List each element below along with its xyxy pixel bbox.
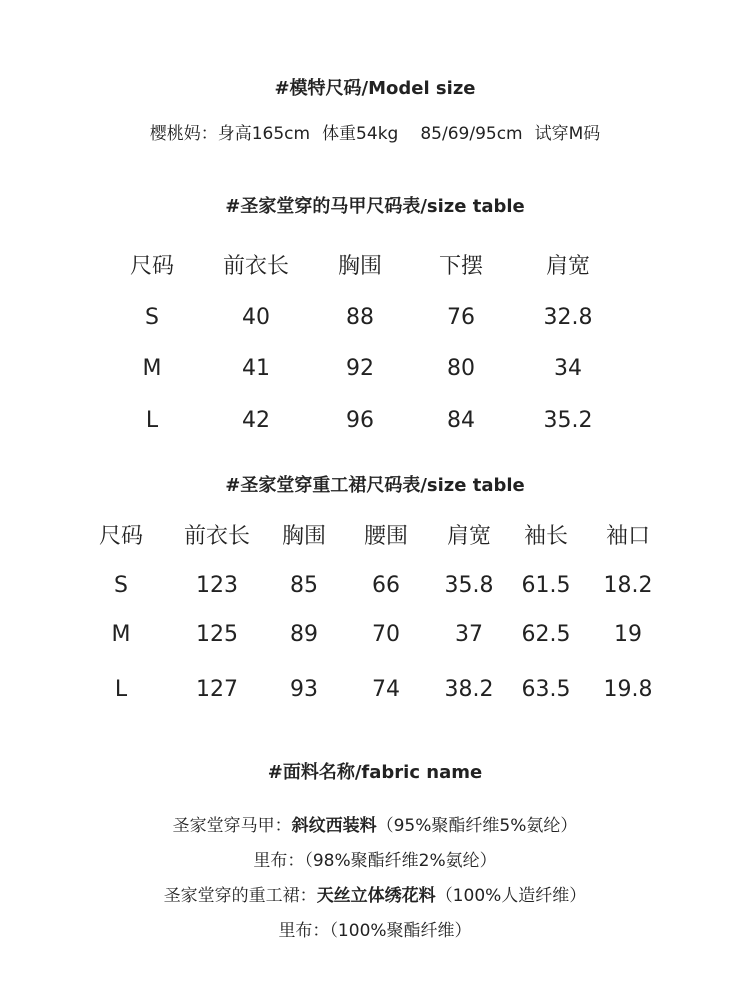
table-cell: 80 <box>447 356 475 381</box>
table-header-cell: 袖长 <box>523 524 569 549</box>
table-cell: 61.5 <box>521 573 571 598</box>
table-cell: 35.8 <box>444 573 494 598</box>
fabric-label: 里布： <box>253 851 305 871</box>
table-cell: 84 <box>447 408 475 433</box>
table-cell: 18.2 <box>603 573 653 598</box>
table-cell: 66 <box>372 573 400 598</box>
table-cell: 34 <box>554 356 582 381</box>
fabric-line <box>0 811 750 836</box>
table-cell: S <box>145 305 159 330</box>
table-cell: 32.8 <box>543 305 593 330</box>
table-cell: 88 <box>346 305 374 330</box>
table-cell: 37 <box>455 622 483 647</box>
table-row <box>0 571 750 601</box>
table-cell: L <box>114 677 128 702</box>
table-cell: 19.8 <box>603 677 653 702</box>
table-header-cell: 肩宽 <box>545 254 591 279</box>
table-cell: S <box>114 573 128 598</box>
table-cell: 93 <box>290 677 318 702</box>
table-cell: 92 <box>346 356 374 381</box>
table-cell: 89 <box>290 622 318 647</box>
skirt-table-title: #圣家堂穿重工裙尺码表/size table <box>225 475 525 496</box>
table-header-cell: 胸围 <box>337 254 383 279</box>
table-header-cell: 前衣长 <box>222 254 290 279</box>
fabric-composition: （95%聚酯纤维5%氨纶） <box>376 816 578 836</box>
model-height: 身高165cm <box>217 124 311 144</box>
table-cell: 96 <box>346 408 374 433</box>
table-header-row <box>0 252 750 282</box>
table-cell: 76 <box>447 305 475 330</box>
table-cell: 19 <box>614 622 642 647</box>
table-header-cell: 袖口 <box>605 524 651 549</box>
fabric-label: 圣家堂穿马甲： <box>172 816 292 836</box>
fabric-line <box>0 881 750 906</box>
fabric-label: 里布： <box>278 921 330 941</box>
table-header-cell: 腰围 <box>363 524 409 549</box>
fabric-label: 圣家堂穿的重工裙： <box>163 886 317 906</box>
table-cell: 40 <box>242 305 270 330</box>
table-cell: 38.2 <box>444 677 494 702</box>
fabric-composition: （100%人造纤维） <box>435 886 587 906</box>
model-weight: 体重54kg <box>322 124 399 144</box>
fabric-composition: （98%聚酯纤维2%氨纶） <box>304 851 497 871</box>
fabric-line <box>0 916 750 941</box>
model-size-title: #模特尺码/Model size <box>274 78 476 99</box>
table-cell: M <box>142 356 162 381</box>
model-name: 樱桃妈： <box>149 124 218 144</box>
table-cell: 35.2 <box>543 408 593 433</box>
table-cell: 125 <box>196 622 238 647</box>
table-header-row <box>0 522 750 552</box>
model-measurements: 85/69/95cm <box>420 124 523 144</box>
table-cell: 127 <box>196 677 238 702</box>
table-cell: 42 <box>242 408 270 433</box>
table-header-cell: 肩宽 <box>446 524 492 549</box>
table-row <box>0 354 750 384</box>
table-cell: 70 <box>372 622 400 647</box>
fabric-line <box>0 846 750 871</box>
vest-table-title: #圣家堂穿的马甲尺码表/size table <box>225 196 525 217</box>
model-size-line <box>0 119 750 144</box>
table-cell: 62.5 <box>521 622 571 647</box>
table-header-cell: 前衣长 <box>183 524 251 549</box>
table-cell: 74 <box>372 677 400 702</box>
table-row <box>0 406 750 436</box>
table-cell: 123 <box>196 573 238 598</box>
model-tried-size: 试穿M码 <box>534 124 601 144</box>
table-cell: 63.5 <box>521 677 571 702</box>
fabric-material-name: 天丝立体绣花料 <box>316 886 436 906</box>
table-header-cell: 下摆 <box>438 254 484 279</box>
table-row <box>0 620 750 650</box>
table-header-cell: 胸围 <box>281 524 327 549</box>
table-cell: 85 <box>290 573 318 598</box>
table-cell: L <box>145 408 159 433</box>
table-row <box>0 303 750 333</box>
table-header-cell: 尺码 <box>129 254 175 279</box>
table-header-cell: 尺码 <box>98 524 144 549</box>
table-row <box>0 675 750 705</box>
table-cell: 41 <box>242 356 270 381</box>
fabric-composition: （100%聚酯纤维） <box>329 921 472 941</box>
table-cell: M <box>111 622 131 647</box>
fabric-title: #面料名称/fabric name <box>267 762 483 783</box>
fabric-material-name: 斜纹西装料 <box>291 816 377 836</box>
